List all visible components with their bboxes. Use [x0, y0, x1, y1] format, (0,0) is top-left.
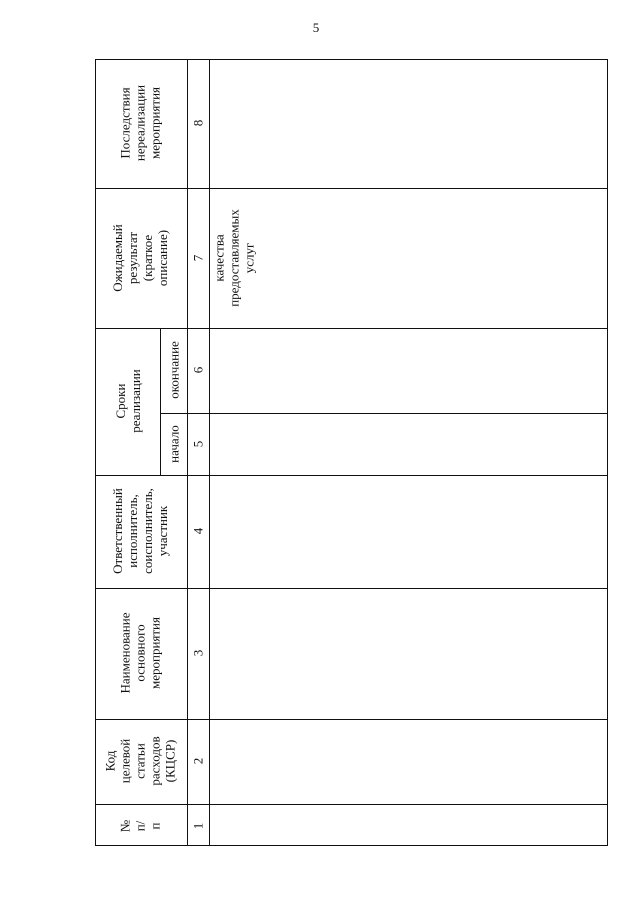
column-separator-6-5 — [160, 413, 608, 414]
header-kcsr-code: Код целевой статьи расходов (КЦСР) — [102, 736, 178, 786]
header-measure-name: Наименование основного мероприятия — [117, 612, 163, 694]
column-number-4: 4 — [190, 527, 206, 535]
column-number-1: 1 — [190, 822, 206, 830]
column-separator-8-7 — [95, 188, 608, 189]
expected-result-cell-text: качества предоставляемых услуг — [211, 209, 257, 307]
column-separator-4-3 — [95, 588, 608, 589]
table-border-right — [607, 59, 608, 846]
header-consequences: Последствия нереализации мероприятия — [117, 84, 163, 162]
page-number: 5 — [312, 20, 320, 35]
header-row-number: № п/п — [117, 819, 163, 833]
column-number-3: 3 — [190, 649, 206, 657]
subheader-separator — [160, 328, 161, 475]
column-number-2: 2 — [190, 757, 206, 765]
header-end: окончание — [166, 341, 182, 399]
table-border-bottom — [95, 845, 608, 846]
header-expected-result: Ожидаемый результат (краткое описание) — [110, 224, 170, 292]
table-border-top — [95, 59, 608, 60]
column-number-6: 6 — [190, 366, 206, 374]
header-number-separator — [187, 59, 188, 846]
column-number-8: 8 — [190, 119, 206, 127]
column-separator-2-1 — [95, 804, 608, 805]
header-start: начало — [166, 425, 182, 463]
column-separator-5-4 — [95, 475, 608, 476]
column-separator-7-6 — [95, 328, 608, 329]
header-responsible: Ответственный исполнитель, соисполнитель, участник — [110, 488, 170, 574]
column-separator-3-2 — [95, 719, 608, 720]
table-border-left — [95, 59, 96, 846]
number-row-separator — [209, 59, 210, 846]
column-number-5: 5 — [190, 440, 206, 448]
column-number-7: 7 — [190, 254, 206, 262]
header-terms-group: Сроки реализации — [113, 369, 143, 433]
